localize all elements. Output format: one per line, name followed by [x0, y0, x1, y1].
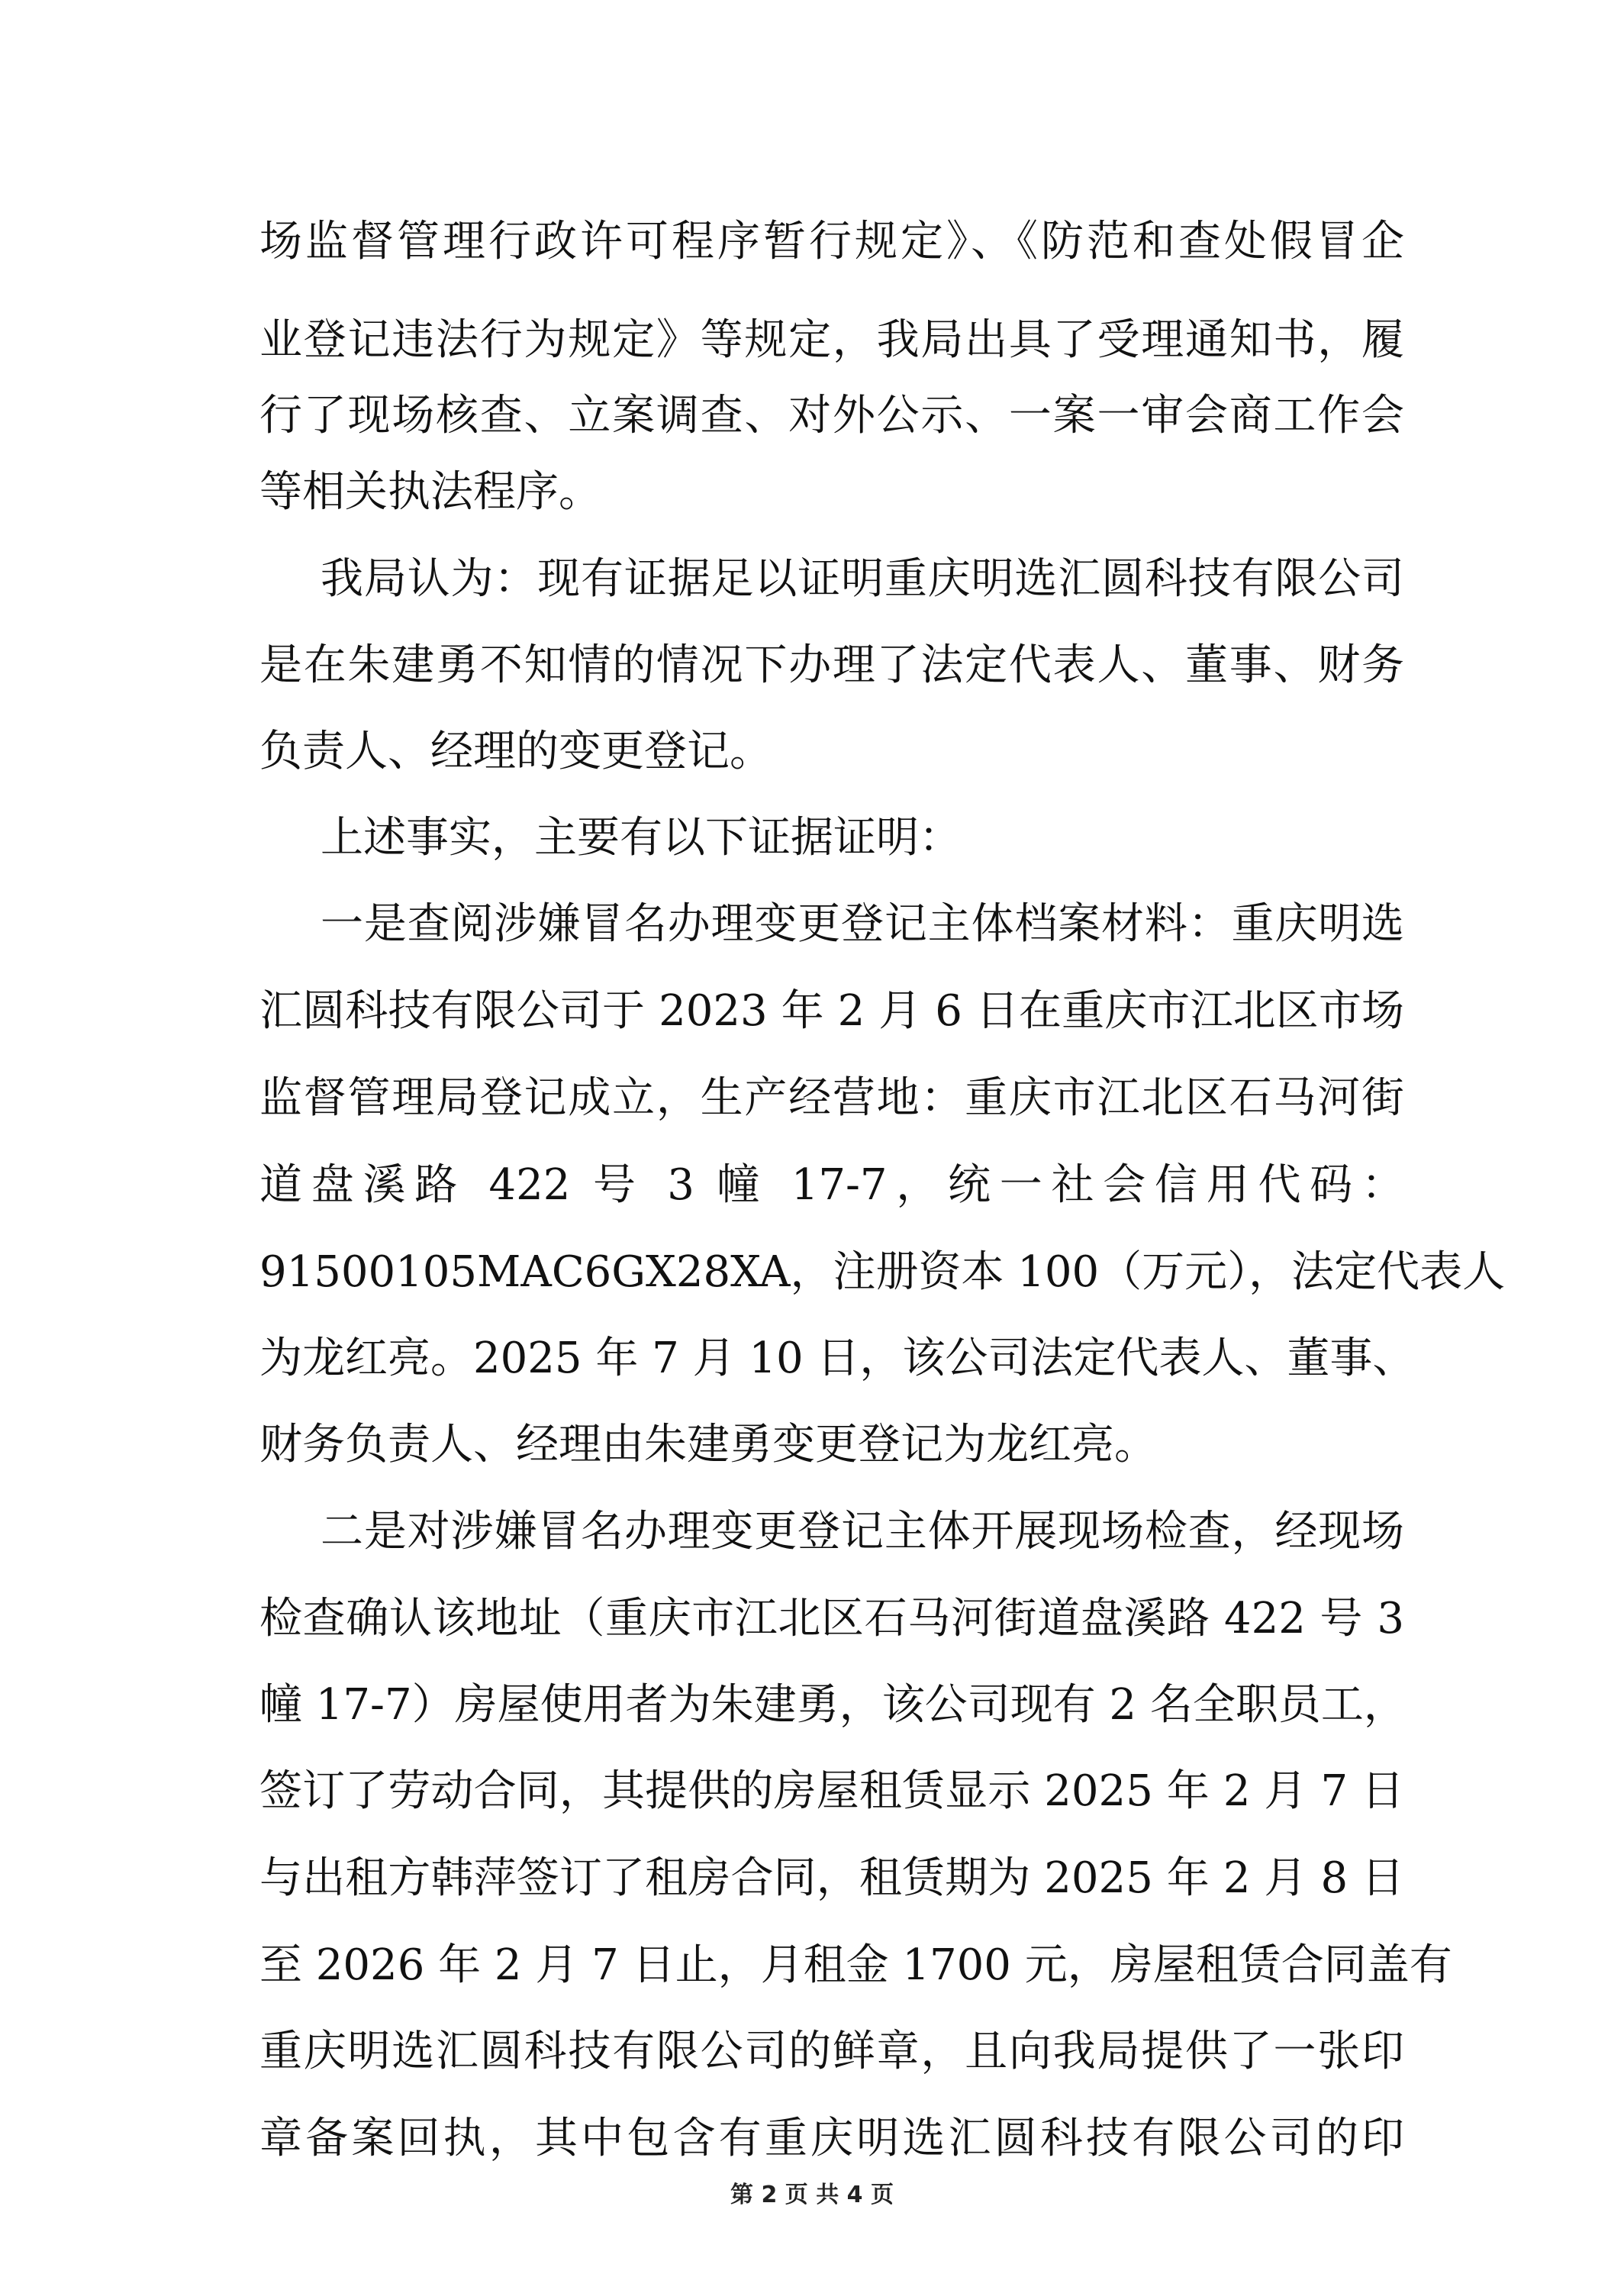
text-line: 检查确认该地址（重庆市江北区石马河街道盘溪路 422 号 3	[259, 1594, 1404, 1643]
paragraph-first-line: 上述事实，主要有以下证据证明：	[321, 813, 962, 863]
text-line: 负责人、经理的变更登记。	[259, 727, 772, 776]
text-line: 场监督管理行政许可程序暂行规定》、《防范和查处假冒企	[259, 217, 1404, 266]
paragraph-first-line: 二是对涉嫌冒名办理变更登记主体开展现场检查，经现场	[321, 1507, 1404, 1556]
text-line: 等相关执法程序。	[259, 467, 601, 517]
text-line: 是在朱建勇不知情的情况下办理了法定代表人、董事、财务	[259, 640, 1404, 690]
text-line: 章备案回执，其中包含有重庆明选汇圆科技有限公司的印	[259, 2114, 1404, 2163]
text-line: 幢 17-7）房屋使用者为朱建勇，该公司现有 2 名全职员工，	[259, 1680, 1406, 1730]
paragraph-first-line: 我局认为：现有证据足以证明重庆明选汇圆科技有限公司	[321, 554, 1404, 604]
text-line: 道盘溪路 422 号 3 幢 17-7，统一社会信用代码：	[259, 1160, 1404, 1210]
text-line: 签订了劳动合同，其提供的房屋租赁显示 2025 年 2 月 7 日	[259, 1766, 1404, 1816]
text-line: 91500105MAC6GX28XA，注册资本 100（万元），法定代表人	[259, 1247, 1506, 1297]
text-line: 财务负责人、经理由朱建勇变更登记为龙红亮。	[259, 1420, 1157, 1469]
paragraph-first-line: 一是查阅涉嫌冒名办理变更登记主体档案材料：重庆明选	[321, 899, 1404, 949]
text-line: 行了现场核查、立案调查、对外公示、一案一审会商工作会	[259, 391, 1404, 440]
text-line: 为龙红亮。2025 年 7 月 10 日，该公司法定代表人、董事、	[259, 1334, 1416, 1383]
text-line: 汇圆科技有限公司于 2023 年 2 月 6 日在重庆市江北区市场	[259, 986, 1404, 1036]
text-line: 重庆明选汇圆科技有限公司的鲜章，且向我局提供了一张印	[259, 2027, 1404, 2076]
page-number: 第 2 页 共 4 页	[730, 2182, 894, 2208]
text-line: 监督管理局登记成立，生产经营地：重庆市江北区石马河街	[259, 1073, 1404, 1123]
text-line: 至 2026 年 2 月 7 日止，月租金 1700 元，房屋租赁合同盖有	[259, 1940, 1452, 1990]
text-line: 与出租方韩萍签订了租房合同，租赁期为 2025 年 2 月 8 日	[259, 1853, 1404, 1903]
text-line: 业登记违法行为规定》等规定，我局出具了受理通知书，履	[259, 315, 1404, 365]
